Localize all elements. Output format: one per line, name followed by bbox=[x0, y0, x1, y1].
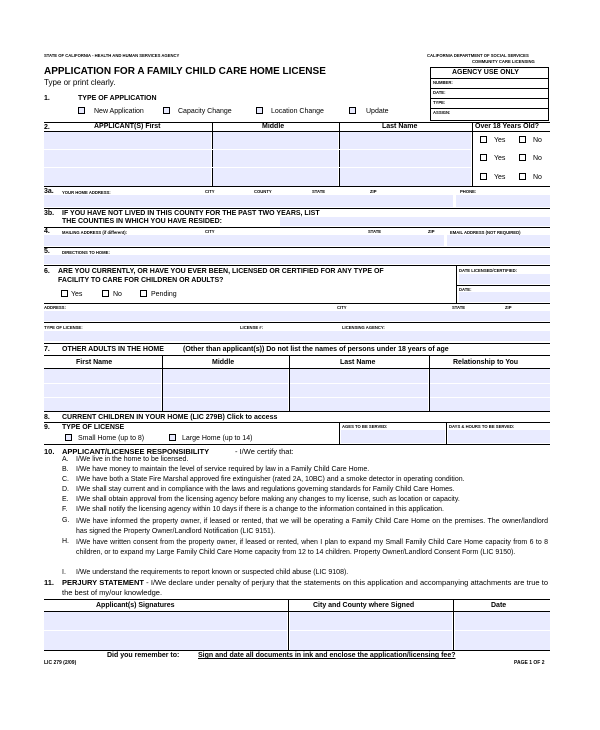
section1-label: TYPE OF APPLICATION bbox=[78, 95, 157, 102]
over18-yes-checkbox-2[interactable] bbox=[480, 154, 487, 161]
cert-f-letter: F. bbox=[62, 506, 68, 513]
over18-no-label-2: No bbox=[533, 155, 542, 162]
directions-label: DIRECTIONS TO HOME: bbox=[62, 250, 110, 255]
cert-b-text: I/We have money to maintain the level of service required by law in a Family Child Care Home. bbox=[76, 466, 370, 473]
over18-yes-label-1: Yes bbox=[494, 137, 506, 144]
licensed-pending-label: Pending bbox=[151, 291, 177, 298]
licensed-no-checkbox[interactable] bbox=[102, 290, 109, 297]
cert-a-letter: A. bbox=[62, 456, 69, 463]
small-home-label: Small Home (up to 8) bbox=[78, 435, 145, 442]
over18-no-checkbox-3[interactable] bbox=[519, 173, 526, 180]
mailing-address-field[interactable] bbox=[44, 235, 444, 246]
update-checkbox[interactable] bbox=[349, 107, 356, 114]
home-county-label: COUNTY bbox=[254, 189, 272, 194]
cert-b-letter: B. bbox=[62, 466, 69, 473]
cert-f-text: I/We shall notify the licensing agency within 10 days if there is a change to the information contained in this application. bbox=[76, 506, 444, 513]
cert-d-text: I/We shall stay current and in compliance with the laws and regulations governing standards for Family Child Care Homes. bbox=[76, 486, 455, 493]
agency-right-label-2: COMMUNITY CARE LICENSING bbox=[472, 59, 535, 64]
applicant-middle-field[interactable] bbox=[213, 132, 338, 186]
signatures-header: Applicant(s) Signatures bbox=[96, 602, 175, 609]
home-address-label: YOUR HOME ADDRESS: bbox=[62, 190, 111, 195]
section10-intro: - I/We certify that: bbox=[235, 447, 294, 456]
ages-served-label: AGES TO BE SERVED: bbox=[342, 424, 388, 429]
cert-e-letter: E. bbox=[62, 496, 69, 503]
licensed-yes-checkbox[interactable] bbox=[61, 290, 68, 297]
home-address-field[interactable] bbox=[44, 195, 453, 207]
adults-middle-header: Middle bbox=[212, 359, 235, 366]
signature-field[interactable] bbox=[44, 612, 287, 650]
mailing-zip-label: ZIP bbox=[428, 229, 435, 234]
agency-left-label: STATE OF CALIFORNIA - HEALTH AND HUMAN SERVICES AGENCY bbox=[44, 53, 180, 58]
section10-title: APPLICANT/LICENSEE RESPONSIBILITY bbox=[62, 447, 210, 456]
days-hours-label: DAYS & HOURS TO BE SERVED: bbox=[449, 424, 515, 429]
licensing-agency-label: LICENSING AGENCY: bbox=[342, 325, 385, 330]
large-home-label: Large Home (up to 14) bbox=[182, 435, 253, 442]
adults-last-header: Last Name bbox=[340, 359, 376, 366]
prior-city-label: CITY bbox=[337, 305, 347, 310]
capacity-change-checkbox[interactable] bbox=[163, 107, 170, 114]
applicant-middle-header: Middle bbox=[262, 123, 285, 130]
applicant-last-header: Last Name bbox=[382, 123, 418, 130]
section5-number: 5. bbox=[44, 248, 50, 255]
date-licensed-field[interactable] bbox=[459, 274, 550, 284]
section4-number: 4. bbox=[44, 228, 50, 235]
section8-number: 8. bbox=[44, 414, 50, 421]
capacity-change-label: Capacity Change bbox=[178, 108, 232, 115]
cert-d-letter: D. bbox=[62, 486, 69, 493]
new-application-label: New Application bbox=[94, 108, 144, 115]
section3a-number: 3a. bbox=[44, 188, 54, 195]
prior-zip-label: ZIP bbox=[505, 305, 512, 310]
over18-yes-checkbox-3[interactable] bbox=[480, 173, 487, 180]
adults-first-field[interactable] bbox=[44, 369, 161, 411]
prior-address-label: ADDRESS: bbox=[44, 305, 66, 310]
agency-assign-label: ASSIGN: bbox=[433, 110, 451, 115]
cert-i-letter: I. bbox=[62, 569, 66, 576]
section1-number: 1. bbox=[44, 95, 50, 102]
new-application-checkbox[interactable] bbox=[78, 107, 85, 114]
adults-last-field[interactable] bbox=[290, 369, 428, 411]
agency-date-label: DATE: bbox=[433, 90, 446, 95]
section10-number: 10. bbox=[44, 447, 55, 456]
licensed-pending-checkbox[interactable] bbox=[140, 290, 147, 297]
section7-title: OTHER ADULTS IN THE HOME bbox=[62, 346, 164, 353]
section6-number: 6. bbox=[44, 268, 50, 275]
over18-no-label-3: No bbox=[533, 174, 542, 181]
ages-served-field[interactable] bbox=[341, 430, 445, 443]
over18-no-checkbox-1[interactable] bbox=[519, 136, 526, 143]
cert-h-letter: H. bbox=[62, 538, 69, 545]
agency-number-label: NUMBER: bbox=[433, 80, 453, 85]
sign-date-field[interactable] bbox=[455, 612, 550, 650]
home-state-label: STATE bbox=[312, 189, 326, 194]
over18-header: Over 18 Years Old? bbox=[475, 123, 540, 130]
home-zip-label: ZIP bbox=[370, 189, 377, 194]
mailing-city-label: CITY bbox=[205, 229, 215, 234]
section6-text-2: FACILITY TO CARE FOR CHILDREN OR ADULTS? bbox=[58, 277, 224, 284]
adults-middle-field[interactable] bbox=[163, 369, 288, 411]
home-phone-label: PHONE: bbox=[460, 189, 477, 194]
form-title: APPLICATION FOR A FAMILY CHILD CARE HOME LICENSE bbox=[44, 66, 326, 77]
section11-number: 11. bbox=[44, 578, 55, 587]
home-city-label: CITY bbox=[205, 189, 215, 194]
prior-license-field[interactable] bbox=[44, 331, 550, 341]
prior-state-label: STATE bbox=[452, 305, 466, 310]
days-hours-field[interactable] bbox=[448, 430, 550, 443]
agency-use-title: AGENCY USE ONLY bbox=[452, 69, 519, 76]
mailing-state-label: STATE bbox=[368, 229, 382, 234]
license-number-label: LICENSE #: bbox=[240, 325, 264, 330]
section3b-text-2: THE COUNTIES IN WHICH YOU HAVE RESIDED: bbox=[62, 218, 222, 225]
perjury-statement bbox=[62, 578, 548, 598]
date-header: Date bbox=[491, 602, 507, 609]
cert-g-text: I/We have informed the property owner, if leased or rented, that we will be operating a Family Child Care Home on the premises. The owner/landlord has signed the Property Owner/Landlord Notification (LIC 9151). bbox=[76, 518, 548, 535]
date-field[interactable] bbox=[459, 292, 550, 302]
mailing-address-label: MAILING ADDRESS (if different): bbox=[62, 230, 127, 235]
over18-yes-label-3: Yes bbox=[494, 174, 506, 181]
agency-type-label: TYPE: bbox=[433, 100, 446, 105]
licensed-no-label: No bbox=[113, 291, 122, 298]
section2-number: 2. bbox=[44, 124, 50, 131]
section6-text-1: ARE YOU CURRENTLY, OR HAVE YOU EVER BEEN, LICENSED OR CERTIFIED FOR ANY TYPE OF bbox=[58, 268, 384, 275]
remember-instruction: Sign and date all documents in ink and enclose the application/licensing fee? bbox=[198, 652, 456, 659]
cert-a-text: I/We live in the home to be licensed. bbox=[76, 456, 189, 463]
cert-h-text: I/We have written consent from the property owner, if leased or rented, when I plan to expand my Small Family Child Care Home capacity from 6 to 8 children, or to expand my Large Family Child Care Home capacity from 12 to 14 children. Property Owner/Landlord Consent Form (LIC 9150). bbox=[76, 539, 548, 556]
directions-field[interactable] bbox=[44, 255, 550, 264]
prior-address-field[interactable] bbox=[44, 311, 550, 321]
applicant-first-header: APPLICANT(S) First bbox=[94, 123, 161, 130]
section7-note: (Other than applicant(s)) Do not list the names of persons under 18 years of age bbox=[183, 346, 449, 353]
email-label: EMAIL ADDRESS (NOT REQUIRED) bbox=[450, 230, 521, 235]
over18-no-label-1: No bbox=[533, 137, 542, 144]
section8-link[interactable]: CURRENT CHILDREN IN YOUR HOME (LIC 279B) Click to access bbox=[62, 414, 278, 421]
update-label: Update bbox=[366, 108, 389, 115]
date-label: DATE: bbox=[459, 287, 472, 292]
adults-relationship-field[interactable] bbox=[430, 369, 550, 411]
cert-g-letter: G. bbox=[62, 517, 70, 524]
section9-number: 9. bbox=[44, 424, 50, 431]
location-change-label: Location Change bbox=[271, 108, 324, 115]
cert-c-text: I/We have both a State Fire Marshal approved fire extinguisher (rated 2A, 10BC) and a smoke detector in operating condition. bbox=[76, 476, 465, 483]
over18-yes-label-2: Yes bbox=[494, 155, 506, 162]
section9-label: TYPE OF LICENSE bbox=[62, 424, 125, 431]
page-number: PAGE 1 OF 2 bbox=[514, 660, 545, 666]
date-licensed-label: DATE LICENSED/CERTIFIED: bbox=[459, 268, 518, 273]
home-phone-field[interactable] bbox=[456, 195, 550, 207]
location-change-checkbox[interactable] bbox=[256, 107, 263, 114]
cert-e-text: I/We shall obtain approval from the licensing agency before making any changes to my license, such as location or capacity. bbox=[76, 496, 460, 503]
adults-first-header: First Name bbox=[76, 359, 113, 366]
agency-right-label-1: CALIFORNIA DEPARTMENT OF SOCIAL SERVICES bbox=[427, 53, 529, 58]
prior-counties-field[interactable] bbox=[280, 217, 550, 226]
cert-c-letter: C. bbox=[62, 476, 69, 483]
form-id: LIC 279 (2/09) bbox=[44, 660, 77, 666]
cert-i-text: I/We understand the requirements to report known or suspected child abuse (LIC 9108). bbox=[76, 569, 349, 576]
large-home-checkbox[interactable] bbox=[169, 434, 176, 441]
small-home-checkbox[interactable] bbox=[65, 434, 72, 441]
perjury-title: PERJURY STATEMENT bbox=[62, 578, 144, 587]
type-of-license-label: TYPE OF LICENSE: bbox=[44, 325, 83, 330]
type-print-instruction: Type or print clearly. bbox=[44, 78, 116, 87]
over18-yes-checkbox-1[interactable] bbox=[480, 136, 487, 143]
city-county-header: City and County where Signed bbox=[313, 602, 415, 609]
applicant-last-field[interactable] bbox=[340, 132, 471, 186]
over18-no-checkbox-2[interactable] bbox=[519, 154, 526, 161]
section3b-number: 3b. bbox=[44, 210, 55, 217]
email-field[interactable] bbox=[447, 235, 550, 246]
applicant-first-field[interactable] bbox=[44, 132, 211, 186]
adults-relationship-header: Relationship to You bbox=[453, 359, 519, 366]
licensed-yes-label: Yes bbox=[71, 291, 83, 298]
section3b-text-1: IF YOU HAVE NOT LIVED IN THIS COUNTY FOR THE PAST TWO YEARS, LIST bbox=[62, 210, 320, 217]
sign-city-county-field[interactable] bbox=[290, 612, 452, 650]
section7-number: 7. bbox=[44, 346, 50, 353]
perjury-text: - I/We declare under penalty of perjury that the statements on this application and accompanying attachments are true to the best of my/our knowledge. bbox=[62, 578, 548, 597]
remember-label: Did you remember to: bbox=[107, 652, 180, 659]
